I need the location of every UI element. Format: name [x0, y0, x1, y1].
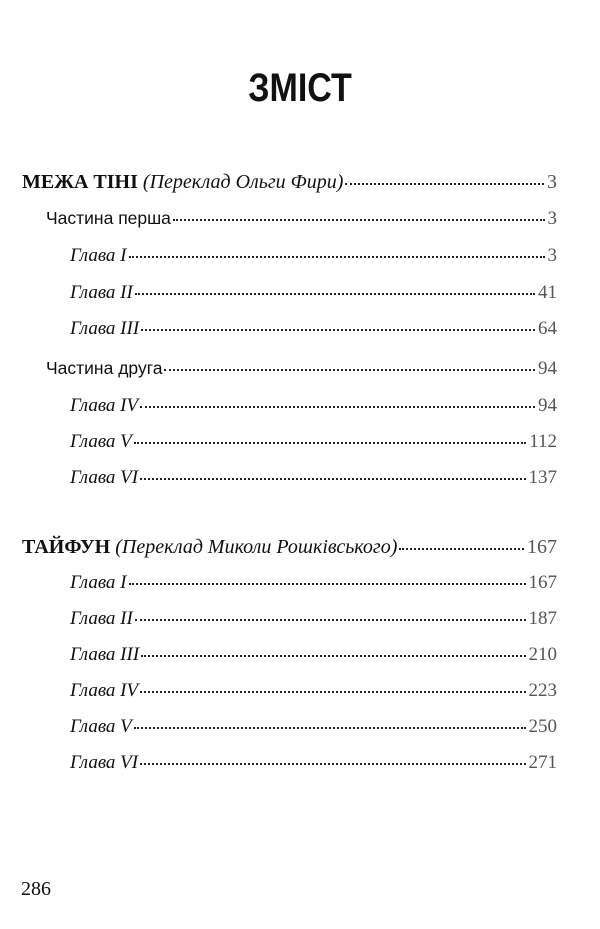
chapter-title: Глава I [70, 245, 127, 266]
toc-chapter-entry [70, 396, 557, 415]
chapter-title: Глава VI [70, 467, 139, 488]
chapter-title: Глава III [70, 318, 140, 339]
toc-chapter-entry [70, 753, 557, 772]
toc-page-number: 3 [547, 245, 557, 266]
dot-leader [135, 293, 535, 295]
chapter-title: Глава VI [70, 752, 139, 773]
toc-chapter-entry [70, 717, 557, 736]
dot-leader [345, 183, 544, 185]
dot-leader [134, 727, 526, 729]
dot-leader [141, 655, 525, 657]
chapter-title: Глава II [70, 608, 133, 629]
translator-note: (Переклад Миколи Рошківського) [115, 536, 398, 558]
dot-leader [140, 478, 525, 480]
dot-leader [129, 583, 526, 585]
chapter-title: Глава II [70, 282, 133, 303]
toc-page-number: 271 [528, 752, 557, 773]
toc-page-number: 167 [527, 536, 557, 558]
toc-chapter-entry [70, 283, 557, 302]
toc-chapter-entry [70, 645, 557, 664]
toc-chapter-entry [70, 319, 557, 338]
toc-section-entry [22, 537, 557, 557]
toc-section-label [22, 172, 343, 192]
toc-page-number: 3 [547, 171, 557, 193]
toc-chapter-entry [70, 573, 557, 592]
chapter-title: Глава V [70, 716, 132, 737]
dot-leader [399, 548, 524, 550]
toc-chapter-entry [70, 681, 557, 700]
toc-section-label [22, 537, 397, 557]
toc-page-number: 3 [547, 208, 557, 229]
toc-page-number: 223 [528, 680, 557, 701]
dot-leader [134, 442, 526, 444]
page-title: ЗМІСТ [248, 66, 352, 110]
chapter-title: Глава I [70, 572, 127, 593]
toc-section-entry [22, 172, 557, 192]
toc-chapter-entry [70, 609, 557, 628]
toc-page-number: 112 [529, 431, 557, 452]
toc-page-number: 94 [538, 395, 557, 416]
chapter-title: Глава III [70, 644, 140, 665]
chapter-title: Глава IV [70, 680, 139, 701]
chapter-title: Глава V [70, 431, 132, 452]
toc-page-number: 210 [528, 644, 557, 665]
toc-page-number: 187 [528, 608, 557, 629]
dot-leader [129, 256, 545, 258]
part-title: Частина перша [46, 208, 171, 228]
dot-leader [164, 369, 535, 371]
dot-leader [135, 619, 526, 621]
dot-leader [173, 219, 545, 221]
section-title: МЕЖА ТІНІ [22, 171, 138, 193]
toc-page-number: 41 [538, 282, 557, 303]
toc-page-number: 137 [528, 467, 557, 488]
toc-part-entry [46, 209, 557, 228]
dot-leader [140, 691, 525, 693]
dot-leader [140, 763, 525, 765]
chapter-title: Глава IV [70, 395, 139, 416]
toc-part-entry [46, 359, 557, 378]
section-title: ТАЙФУН [22, 536, 111, 558]
translator-note: (Переклад Ольги Фири) [142, 171, 344, 193]
page-number: 286 [21, 878, 51, 900]
dot-leader [140, 406, 535, 408]
toc-chapter-entry [70, 432, 557, 451]
part-title: Частина друга [46, 358, 163, 378]
dot-leader [141, 329, 535, 331]
toc-page-number: 64 [538, 318, 557, 339]
toc-chapter-entry [70, 468, 557, 487]
toc-page-number: 250 [528, 716, 557, 737]
toc-page-number: 167 [528, 572, 557, 593]
toc-chapter-entry [70, 246, 557, 265]
toc-page-number: 94 [538, 358, 557, 379]
